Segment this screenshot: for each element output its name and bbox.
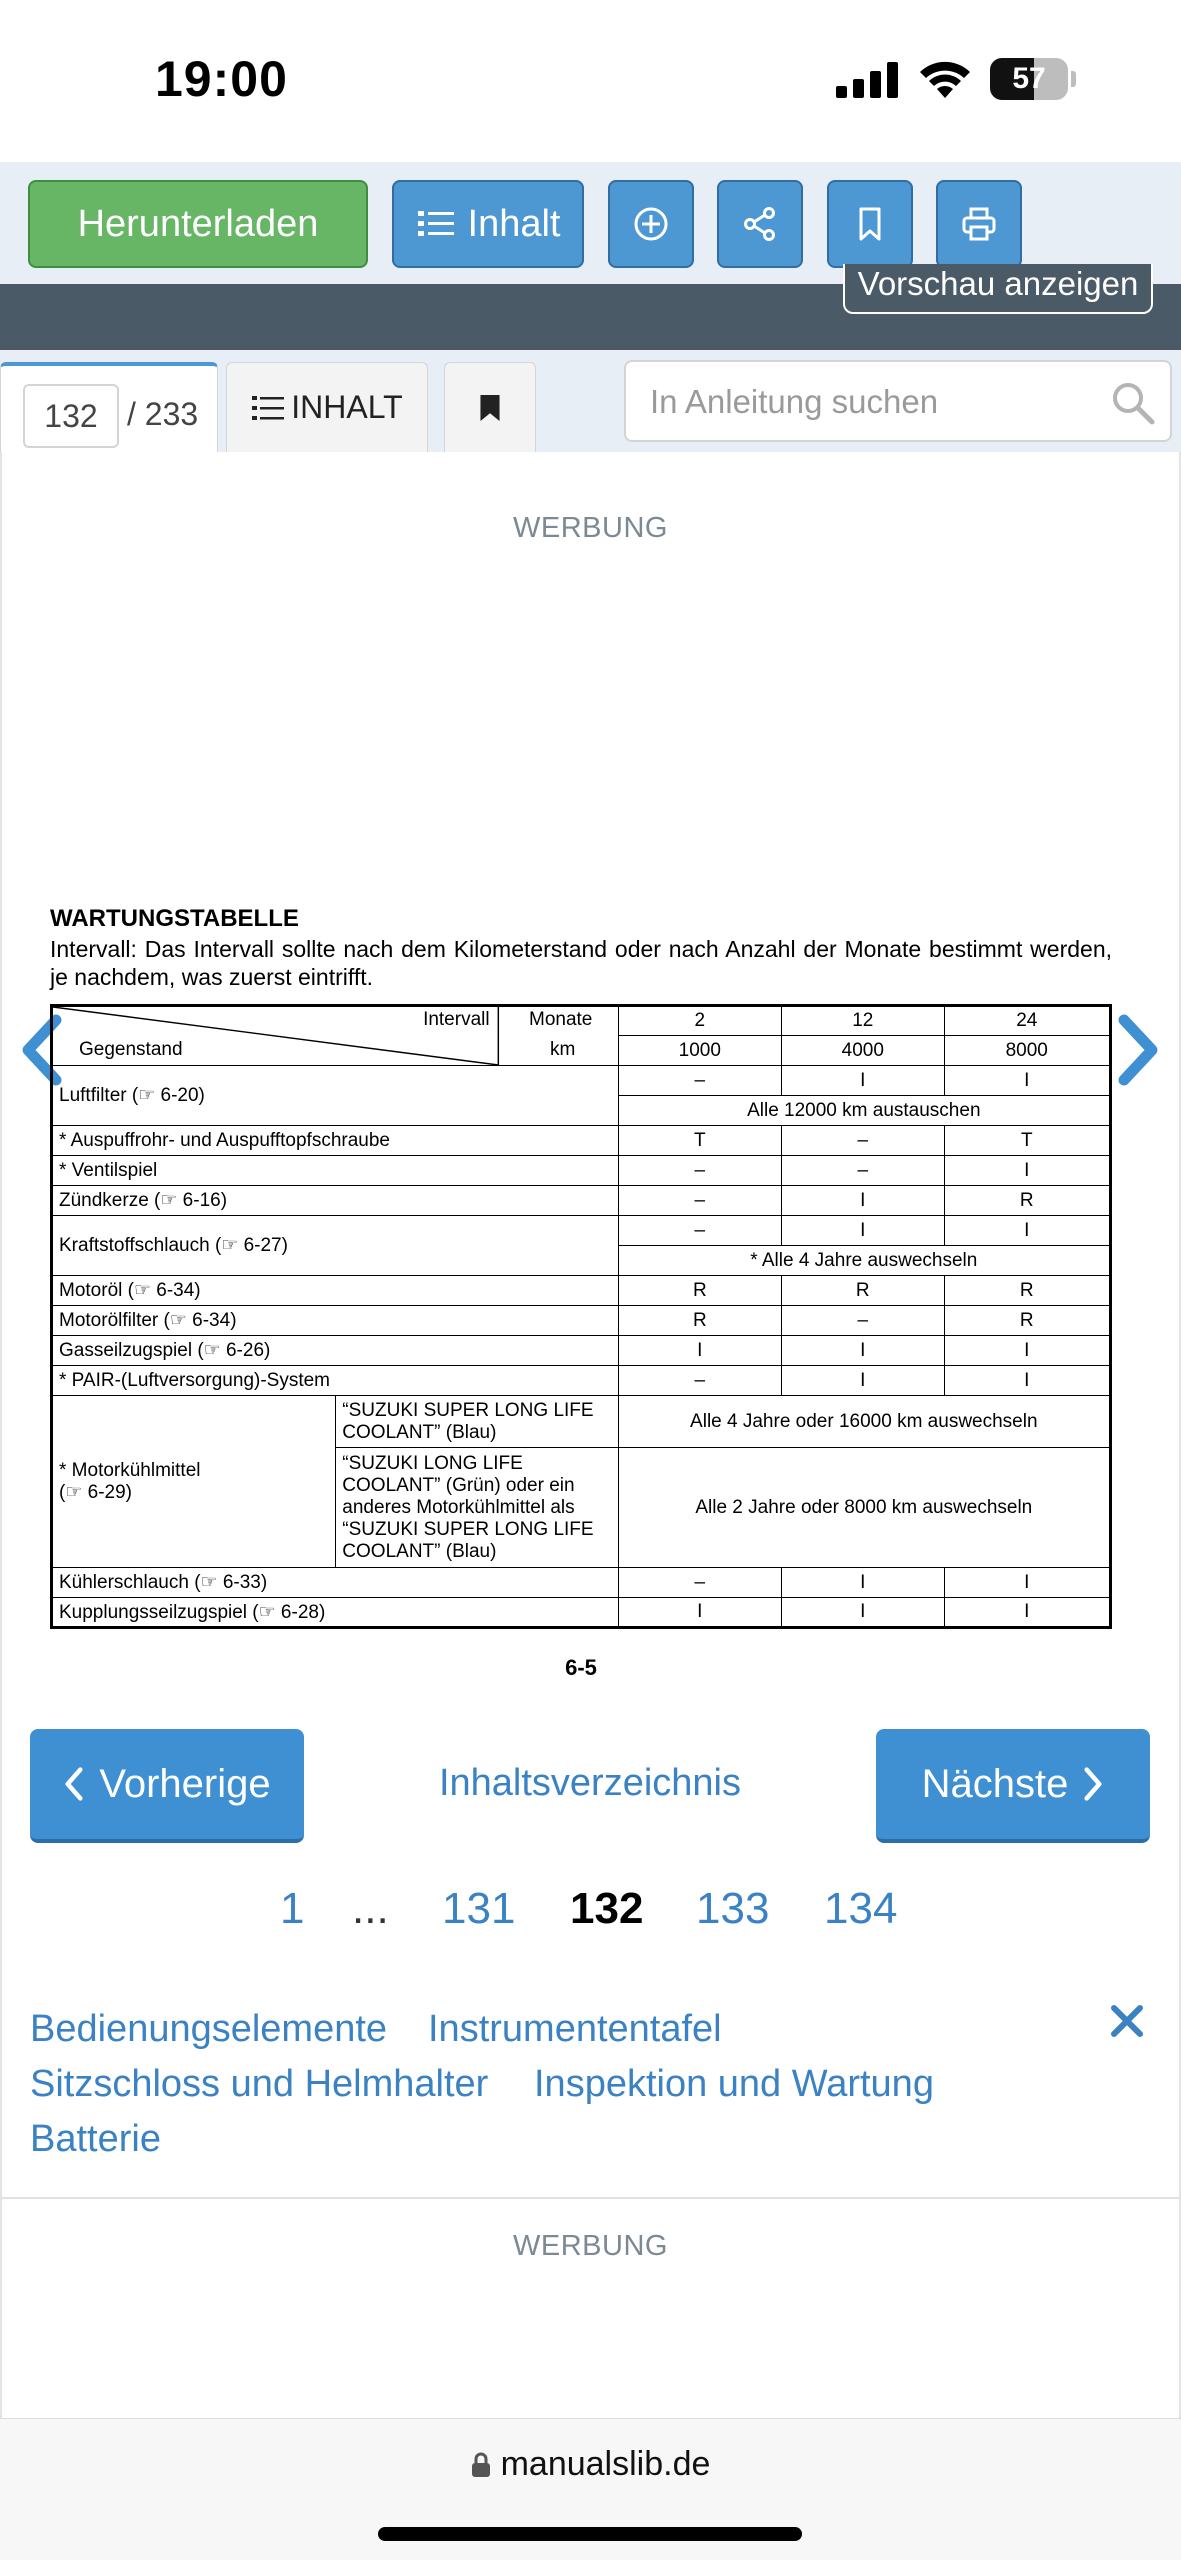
list-icon xyxy=(416,204,456,244)
header-km: km xyxy=(550,1039,576,1060)
next-button[interactable] xyxy=(876,1729,1150,1843)
chevron-right-icon xyxy=(1082,1766,1104,1802)
next-page-arrow-icon[interactable] xyxy=(1112,1012,1164,1088)
table-header-diagonal xyxy=(52,1006,619,1066)
close-icon[interactable] xyxy=(1106,2000,1148,2042)
header-km-3: 8000 xyxy=(944,1036,1110,1066)
table-row: Kraftstoffschlauch (☞ 6-27) – I I xyxy=(52,1216,1111,1246)
zoom-in-button[interactable] xyxy=(608,180,694,268)
contents-button[interactable] xyxy=(392,180,584,268)
page-link-133[interactable]: 133 xyxy=(696,1884,770,1933)
related-link[interactable]: Sitzschloss und Helmhalter xyxy=(30,2063,489,2105)
header-month-3: 24 xyxy=(944,1006,1110,1036)
search-icon[interactable] xyxy=(1110,380,1156,426)
printer-icon xyxy=(959,204,999,244)
wifi-icon xyxy=(918,58,972,100)
status-bar xyxy=(0,0,1181,162)
contents-button-label: Inhalt xyxy=(467,202,561,245)
page-total: / 233 xyxy=(127,396,199,432)
home-indicator xyxy=(378,2527,802,2541)
bookmark-button[interactable] xyxy=(827,180,913,268)
battery-icon xyxy=(990,58,1076,100)
page-link-134[interactable]: 134 xyxy=(824,1884,898,1933)
list-icon xyxy=(251,393,285,423)
maintenance-table xyxy=(50,1004,1112,1629)
previous-button-label: Vorherige xyxy=(99,1761,271,1806)
table-row: Alle 12000 km austauschen xyxy=(52,1096,1111,1126)
bookmark-filled-icon xyxy=(477,392,503,424)
share-icon xyxy=(740,204,780,244)
next-button-label: Nächste xyxy=(921,1761,1069,1806)
header-month-1: 2 xyxy=(618,1006,781,1036)
ad-label-bottom: WERBUNG xyxy=(513,2230,668,2262)
page-link-131[interactable]: 131 xyxy=(442,1884,516,1933)
header-km-2: 4000 xyxy=(782,1036,944,1066)
search-box xyxy=(624,360,1172,442)
manual-title: WARTUNGSTABELLE xyxy=(50,905,299,932)
search-input[interactable] xyxy=(650,372,1090,432)
cellular-signal-icon xyxy=(836,62,898,98)
battery-level: 57 xyxy=(1012,62,1046,95)
table-row: * Alle 4 Jahre auswechseln xyxy=(52,1246,1111,1276)
tab-inhalt[interactable] xyxy=(226,362,428,452)
related-link[interactable]: Inspektion und Wartung xyxy=(534,2063,934,2105)
page-number-input[interactable]: 132 xyxy=(23,384,119,448)
browser-url-bar[interactable] xyxy=(0,2418,1181,2560)
page-link-first[interactable]: 1 xyxy=(280,1884,305,1933)
header-km-1: 1000 xyxy=(618,1036,781,1066)
manual-page xyxy=(50,905,1112,1680)
table-row: Luftfilter (☞ 6-20) – I I xyxy=(52,1066,1111,1096)
manual-intro: Intervall: Das Intervall sollte nach dem Kilometerstand oder nach Anzahl der Monate bestimmt werden, je nachdem, was zuerst eintrifft. xyxy=(50,936,1112,990)
table-row: Gasseilzugspiel (☞ 6-26) I I I xyxy=(52,1336,1111,1366)
table-row: * Motorkühlmittel (☞ 6-29) “SUZUKI SUPER LONG LIFE COOLANT” (Blau) Alle 4 Jahre oder 16000 km auswechseln xyxy=(52,1396,1111,1448)
toc-link[interactable]: Inhaltsverzeichnis xyxy=(438,1762,742,1804)
preview-button[interactable]: Vorschau anzeigen xyxy=(843,264,1153,314)
header-month-2: 12 xyxy=(782,1006,944,1036)
chevron-left-icon xyxy=(63,1766,85,1802)
table-row: “SUZUKI LONG LIFE COOLANT” (Grün) oder ein anderes Motorkühlmittel als “SUZUKI SUPER LONG LIFE COOLANT” (Blau) Alle 2 Jahre oder 8000 km auswechseln xyxy=(52,1448,1111,1568)
share-button[interactable] xyxy=(717,180,803,268)
page-ellipsis: ... xyxy=(352,1884,389,1933)
print-button[interactable] xyxy=(936,180,1022,268)
header-months: Monate xyxy=(529,1009,593,1030)
tab-page[interactable] xyxy=(0,362,218,452)
viewer-tabs xyxy=(0,350,1181,452)
table-row: Kühlerschlauch (☞ 6-33) – I I xyxy=(52,1568,1111,1598)
download-button-label: Herunterladen xyxy=(77,202,319,245)
table-row: * Ventilspiel – – I xyxy=(52,1156,1111,1186)
related-link[interactable]: Bedienungselemente xyxy=(30,2008,388,2050)
related-link[interactable]: Instrumententafel xyxy=(428,2008,722,2050)
previous-button[interactable] xyxy=(30,1729,304,1843)
table-row: * Auspuffrohr- und Auspufftopfschraube T – T xyxy=(52,1126,1111,1156)
url-text: manualslib.de xyxy=(500,2445,711,2483)
table-row: Kupplungsseilzugspiel (☞ 6-28) I I I xyxy=(52,1598,1111,1628)
tab-bookmarks[interactable] xyxy=(444,362,536,452)
lock-icon xyxy=(471,2452,491,2478)
divider xyxy=(0,2197,1181,2199)
header-interval: Intervall xyxy=(423,1009,490,1030)
related-link[interactable]: Batterie xyxy=(30,2118,161,2160)
bookmark-icon xyxy=(850,204,890,244)
page-current: 132 xyxy=(570,1884,644,1933)
manual-page-number: 6-5 xyxy=(565,1655,597,1680)
tab-inhalt-label: INHALT xyxy=(291,389,403,425)
download-button[interactable] xyxy=(28,180,368,268)
table-row: Motorölfilter (☞ 6-34) R – R xyxy=(52,1306,1111,1336)
table-row: Motoröl (☞ 6-34) R R R xyxy=(52,1276,1111,1306)
header-item: Gegenstand xyxy=(79,1039,183,1060)
table-row: Zündkerze (☞ 6-16) – I R xyxy=(52,1186,1111,1216)
table-row: * PAIR-(Luftversorgung)-System – I I xyxy=(52,1366,1111,1396)
clock: 19:00 xyxy=(155,51,288,107)
ad-label-top: WERBUNG xyxy=(513,512,668,544)
plus-circle-icon xyxy=(631,204,671,244)
